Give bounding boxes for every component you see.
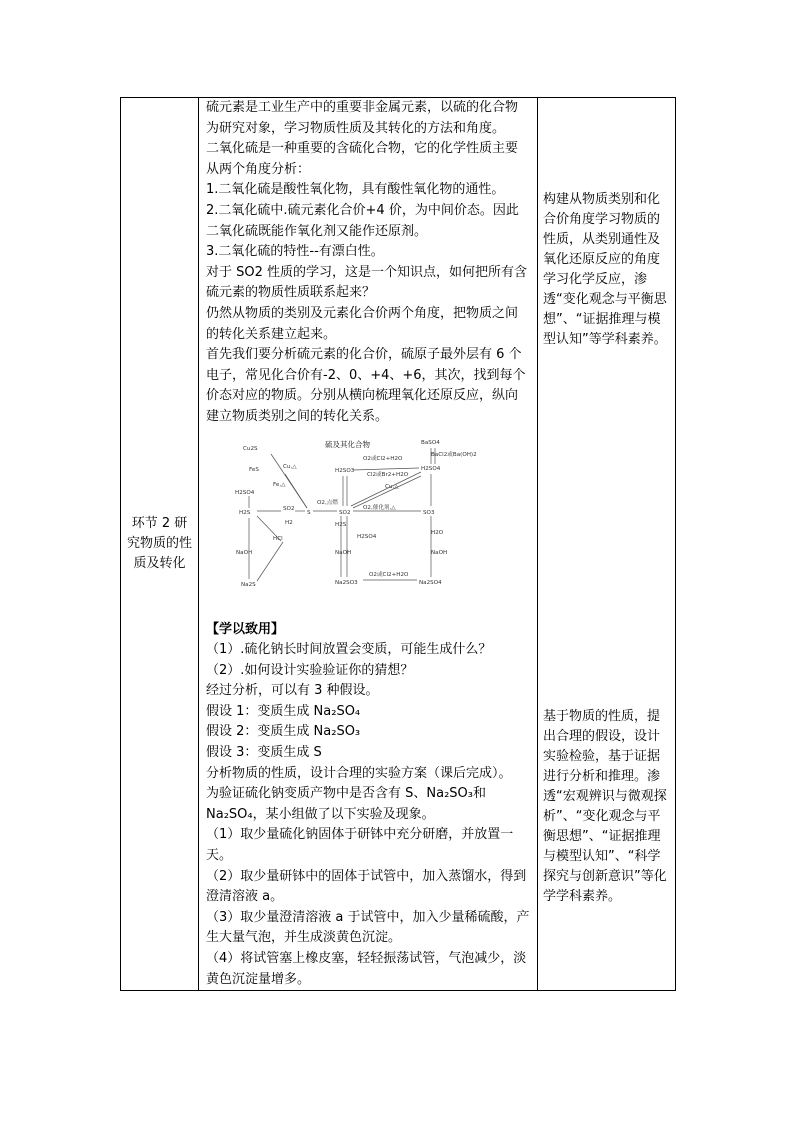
diagram-label: S: [307, 509, 311, 516]
diagram-label: H2SO4: [235, 489, 255, 496]
verify-text: 为验证硫化钠变质产物中是否含有 S、Na₂SO₃和 Na₂SO₄，某小组做了以下实验及现象。: [206, 786, 486, 822]
diagram-label: O2,点燃: [317, 499, 338, 506]
diagram-label: H2SO4: [421, 465, 441, 472]
question-2: （2）.如何设计实验验证你的猜想？: [206, 662, 414, 678]
hypothesis-3: 假设 3：变质生成 S: [206, 745, 322, 761]
experiment-step-1: （1）取少量硫化钠固体于研钵中充分研磨，并放置一天。: [206, 827, 514, 864]
table-row: [121, 98, 676, 991]
diagram-label: NaOH: [236, 549, 253, 556]
hypothesis-2: 假设 2：变质生成 Na₂SO₃: [206, 724, 361, 740]
diagram-label: O2或Cl2+H2O: [369, 571, 409, 578]
diagram-label: H2S: [335, 521, 347, 528]
intro-paragraph: 硫元素是工业生产中的重要非金属元素，以硫的化合物为研究对象，学习物质性质及其转化的方法和角度。: [206, 100, 519, 136]
point-2: 2.二氧化硫中.硫元素化合价+4 价，为中间价态。因此二氧化硫既能作氧化剂又能作还原剂。: [206, 202, 519, 239]
analysis-text: 经过分析，可以有 3 种假设。: [206, 683, 379, 699]
diagram-label: HCl: [273, 535, 283, 542]
diagram-label: H2SO3: [335, 467, 355, 474]
question-1: （1）.硫化钠长时间放置会变质，可能生成什么？: [206, 642, 492, 658]
sulfur-conversion-diagram: [199, 434, 537, 616]
diagram-label: Cu,△: [385, 483, 399, 490]
diagram-label: FeS: [249, 466, 259, 473]
stage-label: 环节 2 研究物质的性质及转化: [127, 516, 193, 572]
diagram-label: Cu,△: [283, 463, 297, 470]
content-cell: [199, 98, 538, 991]
valence-paragraph: 首先我们要分析硫元素的化合价，硫原子最外层有 6 个电子，常见化合价有-2、0、+4、+6，其次，找到每个价态对应的物质。分别从横向梳理氧化还原反应，纵向建立物质类别之间的转化关系。: [206, 347, 526, 424]
diagram-label: H2O: [431, 529, 444, 536]
diagram-label: O2或Cl2+H2O: [363, 455, 403, 462]
design-text: 分析物质的性质，设计合理的实验方案（课后完成）。: [206, 765, 512, 781]
diagram-label: BaCl2或Ba(OH)2: [431, 451, 477, 458]
stage-cell: [121, 98, 199, 991]
diagram-label: Cl2或Br2+H2O: [367, 471, 409, 478]
diagram-title: 硫及其化合物: [325, 439, 370, 449]
lesson-table: [120, 97, 676, 991]
experiment-step-3: （3）取少量澄清溶液 a 于试管中，加入少量稀硫酸，产生大量气泡，并生成淡黄色沉淀。: [206, 909, 530, 946]
experiment-step-4: （4）将试管塞上橡皮塞，轻轻振荡试管，气泡减少，淡黄色沉淀量增多。: [206, 951, 527, 987]
diagram-label: BaSO4: [421, 439, 440, 446]
hypothesis-1: 假设 1：变质生成 Na₂SO₄: [206, 703, 361, 719]
diagram-label: Fe,△: [273, 481, 286, 488]
design-intent-2: 基于物质的性质，提出合理的假设，设计实验检验，基于证据进行分析和推理。渗透“宏观辨识与微观探析”、“变化观念与平衡思想”、“证据推理与模型认知”、“科学探究与创新意识”等化学学科素养。: [543, 709, 667, 904]
diagram-svg: [235, 434, 485, 614]
diagram-label: H2SO4: [357, 533, 377, 540]
diagram-label: H2: [285, 519, 293, 526]
diagram-label: SO2: [283, 505, 295, 512]
so2-intro: 二氧化硫是一种重要的含硫化合物，它的化学性质主要从两个角度分析：: [206, 141, 519, 177]
experiment-step-2: （2）取少量研钵中的固体于试管中，加入蒸馏水，得到澄清溶液 a。: [206, 868, 527, 905]
diagram-label: Cu2S: [243, 445, 258, 452]
intent-cell: [538, 98, 676, 991]
diagram-label: H2S: [239, 509, 251, 516]
apply-heading: 【学以致用】: [206, 621, 285, 637]
diagram-label: NaOH: [431, 549, 448, 556]
point-3: 3.二氧化硫的特性--有漂白性。: [206, 244, 384, 260]
diagram-label: O2,催化剂,△: [363, 504, 396, 511]
question-paragraph: 对于 SO2 性质的学习，这是一个知识点，如何把所有含硫元素的物质性质联系起来？: [206, 264, 528, 301]
diagram-label: NaOH: [335, 549, 352, 556]
diagram-label: Na2SO3: [335, 579, 358, 586]
method-paragraph: 仍然从物质的类别及元素化合价两个角度，把物质之间的转化关系建立起来。: [206, 305, 519, 342]
diagram-label: SO3: [423, 509, 435, 516]
diagram-label: Na2S: [241, 581, 256, 588]
design-intent-1: 构建从物质类别和化合价角度学习物质的性质，从类别通性及氧化还原反应的角度学习化学反应，渗透“变化观念与平衡思想”、“证据推理与模型认知”等学科素养。: [543, 192, 667, 347]
diagram-label: SO2: [339, 509, 351, 516]
point-1: 1.二氧化硫是酸性氧化物，具有酸性氧化物的通性。: [206, 182, 505, 198]
diagram-label: Na2SO4: [419, 579, 442, 586]
